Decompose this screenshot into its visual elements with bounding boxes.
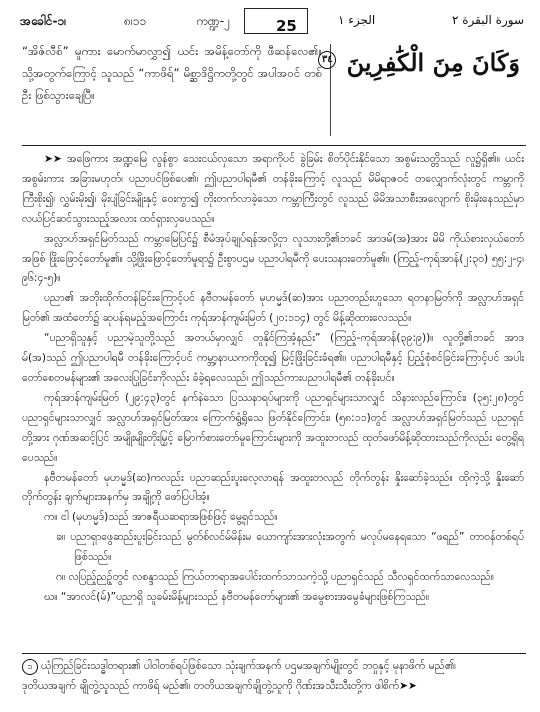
commentary-paragraph: ကုရ်အာန်ကျမ်းမြတ် (၂၉:၄၃)တွင် နက်နဲသော ပြဿနာရပ်များကို ပညာရှင်များသာလျှင် သိနားလည်ကြောင်း၊ (၃၅:၂၈)တွင် ပညာရှင်များသာလျှင် အလ္လာဟ်အရှင်မြတ်အား ကြောက်ရွံ့ရိုသေ ဖြတ်နိုင်ကြောင်း၊ (၅၈:၁၁)တွင် အလ္လာဟ်အရှင်မြတ်သည် ပညာရှင်တို့အား ဂုဏ်အဆင့်ပြင် အမျိုးမျိုးတိုးမြှင့် မြောက်စားတော်မူကြောင်းများကို အထူးတလည် ထုတ်ဖော်မိန့်ဆိုထားသည်ကိုလည်း တွေ့ရှိရပေသည်။: [22, 391, 524, 464]
footnote-divider-line: [22, 653, 526, 654]
header-juz-arabic: الجزء ١: [338, 13, 376, 27]
header-section-label: အခေါင်-၁၊: [20, 14, 67, 28]
commentary-paragraph: ပညာ၏ အဘိုးထိုက်တန်ခြင်းကြောင့်ပင် နဗီတမန်တော် မုဟမ္မဒ်(ဆ)အား ပညာတည်းဟူသော ရတနာမြတ်ကို အလ္လာဟ်အရှင်မြတ်၏ အထံတော်၌ ဆုပန်ရမည့်အကြောင်း ကုရ်အာန်ကျမ်းမြတ် (၂၀:၁၁၄) တွင် မိန့်ဆိုထားလေသည်။: [22, 292, 524, 325]
hadith-item: က။ ငါ (မုဟမ္မဒ်)သည် အာဇရီယဆရာအဖြစ်ဖြင့် မွေ့ရှင်သည်။: [44, 511, 278, 524]
footnote-line: [22, 656, 524, 676]
verse-translation: [22, 40, 322, 140]
page-header: [18, 8, 526, 34]
commentary-paragraph: နဗီတမန်တော် မုဟမ္မဒ်(ဆ)ကလည်း ပညာဆည်းပူးလေ့လာရန် အထူးတလည် တိုက်တွန်း နှိုးဆော်ခဲ့သည်။ ထိုကဲ့သို့ နှိုးဆော်တိုက်တွန်း ချက်များအနက်မှ အချို့ကို ဖော်ပြပါအံ့။: [22, 471, 524, 504]
verse-translation-text: “အိဇ်လီစ်” မူကား မောက်မာလွှာ၍ ယင်း အမိန့်တော်ကို ဖီဆန်လေ၏။ သို့အတွက်ကြောင့် သူသည် “ကာဖိရ်” မိစ္ဆာဒိဋ္ဌိကတို့တွင် အပါအဝင် တစ်ဦး ဖြစ်သွားချေပြီ။: [22, 44, 322, 102]
commentary-paragraph: ➤➤ အဖြေကား အဏ္ဍမြေ လွန်စွာ သေးငယ်လှသော အရာကိုပင် ခွဲခြမ်း စိတ်ပိုင်းနိုင်သော အစွမ်းသတ္တိသည် လူ၌ရှိ၏။ ယင်းအစွမ်းကား အခြားမဟုတ်၊ ပညာပင်ဖြစ်ပေ၏၊ ဤပညာပါရမီ၏ တန်ခိုးကြောင့် လူသည် မိမိရာဇဝင် တလျှောက်လုံးတွင် ကမ္ဘာကို ကြီးစိုး၍၊ လွှမ်းမိုး၍၊ မိုးပျံခြင်းမျိုးနှင့် ဝေးကွာ၍ တိုးတက်လာခဲ့သော ကမ္ဘာကြီးတွင် လူသည် မိမိအသာစီးအလျောက် စိုးမိုးနေသည်မှာ လယ်ပြင်ဆင်သွားသည့်အလား ထင်ရှားလှပေသည်။: [22, 153, 524, 225]
commentary: [22, 150, 524, 650]
header-reference: ၈၊၁၁: [124, 14, 147, 28]
page-number-box: [244, 8, 308, 34]
footnote-marker: ၁: [22, 659, 38, 675]
header-sura-arabic: سورة البقرة ٢: [451, 13, 524, 27]
page-number: 25: [276, 17, 297, 35]
footnote-line-text: ယုံကြည်ခြင်းသဒ္ဓါတရား၏ ပါဝါတစ်ရပ်ဖြစ်သော သုံးချက်အနက် ပဌမအချက်မျိုးတွင် ဘဝှုနှင့် မုနာဖိက် မည်၏၊: [41, 660, 456, 672]
hadith-item: ခ။ ပညာရှာဖွေဆည်းပူးခြင်းသည် မွတ်စ်လင်မ်မိန်းမ ယောကျာ်းအားလုံးအတွက် မလုပ်မနေရသော “ဖရည်” တာဝန်တစ်ရပ်ဖြစ်သည်။: [56, 531, 524, 564]
commentary-paragraph: “ပညာရှိသူနှင့် ပညာမဲ့သူတို့သည် အတယ်မှာလျှင် တူနိုင်ကြအံ့နည်း” (ကြည့်-ကုရ်အာန်(၃၉:၉))။ လူတို့၏ဘခင် အာဒမ်(အ)သည် ဤပညာပါရမီ တန်ခိုးကြောင့်ပင် ကမ္ဘာ့နာယကကိုထူ၍ မြင့်ဖြိုးခြင်းခံရ၏။ ပညာပါရမီနှင့် ပြည့်စုံစင်ခြင်းကြောင့်ပင် အပါးတော်စေတမန်များ၏ အလေးပြုခြင်းကိုလည်း ခံခဲ့ရလေသည်၊ ဤသည်ကားပညာပါရမီ၏ တန်ခိုးပင်။: [22, 332, 524, 384]
header-juz-mm: ကဏ္ဍ-၂: [196, 14, 231, 28]
arabic-verse: [321, 48, 520, 96]
commentary-paragraph: အလ္လာဟ်အရှင်မြတ်သည် ကမ္ဘာမြေပြင်၌ စီမံအုပ်ချုပ်ရန်အလို့ငှာ လူသားတို့၏ဘခင် အာဒမ်(အ)အား မိမိ ကိုယ်စားလှယ်တော်အဖြစ် ဖြိုးဖြောင့်တော်မူ၏။ သို့ဖြိုးဖြောင့်တော်မူရာ၌ ဦးစွာပဌမ ပညာပါရမီကို ပေးသနားတော်မူ၏။ (ကြည့်-ကုရ်အာန်(၂:၃၀) ၅၅:၂-၄၊ ၉၆:၄-၅)။: [22, 232, 524, 285]
verse-number-marker: ٣٤: [318, 51, 336, 69]
arabic-verse-text: وَكَانَ مِنَ الْكَٰفِرِينَ: [346, 48, 520, 77]
hadith-item: ဂ။ လပြည့်ညဥ့်တွင် လစန္ဒာသည် ကြယ်တာရာအပေါင်းထက်သာသကဲ့သို့ ပညာရှင်သည် သီလရှင်ထက်သာလေသည်။: [56, 571, 494, 584]
footnote: [22, 656, 524, 704]
verse-section: [22, 40, 524, 142]
hadith-item: ဃ။ “အာလင်(မ်)”ပညာရှိ သူခမ်းမိန့်များသည် နဗီတမန်တော်များ၏ အမွေစားအမွေခံများဖြစ်ကြသည်။: [44, 590, 430, 603]
header-divider-line: [22, 145, 526, 146]
footnote-line: ဒုတိယအချက် ချိုတွဲ့သူသည် ကာဖိရ် မည်၏၊ တတိယအချက်ချိုတွဲ့သူကို ဂိုဏ်းအသီးသီးတို့က ဖါစိက်➤➤: [22, 680, 417, 692]
